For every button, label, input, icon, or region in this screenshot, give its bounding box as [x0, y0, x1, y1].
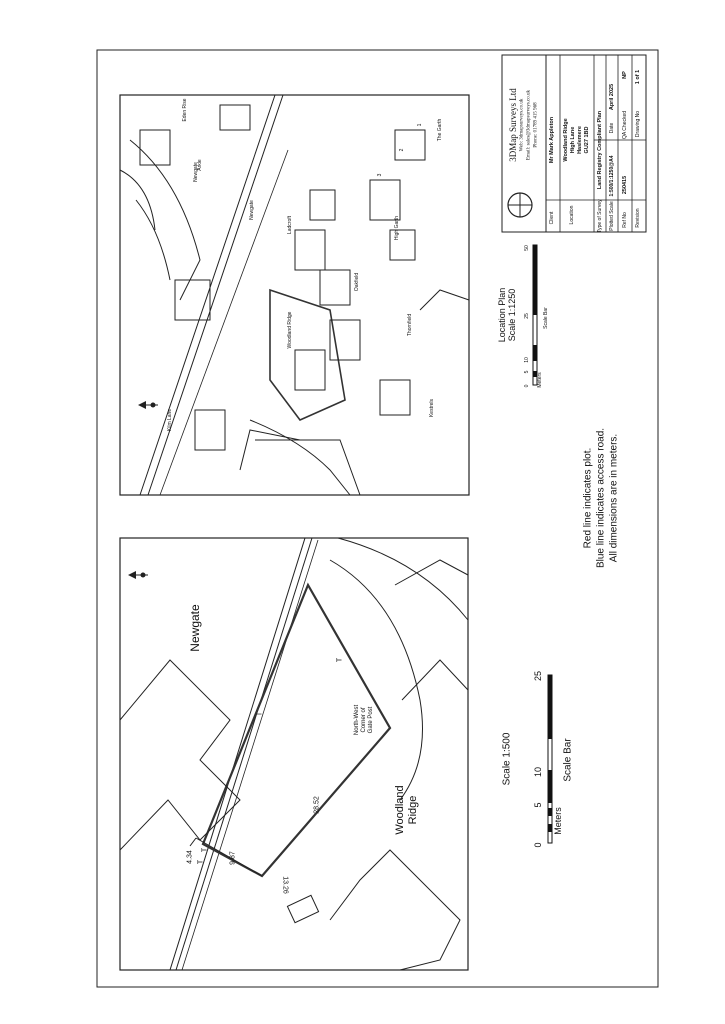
- scale-bar-seg-4: [548, 824, 552, 832]
- main-scale-tick-0: 0: [533, 842, 543, 848]
- north-arrow-icon: [128, 571, 136, 579]
- location-plan-frame: [120, 95, 469, 495]
- company-email: Email: sales@3dmapsurveys.co.uk: [526, 89, 532, 161]
- building-ne: [395, 560, 468, 585]
- main-plan: [120, 538, 468, 970]
- loc-bldg-15: [240, 430, 300, 470]
- site-label-1: Woodland: [394, 785, 406, 835]
- loc-house-thornfield: Thornfield: [407, 313, 413, 337]
- loc-house-kestrels: Kestrels: [429, 398, 435, 418]
- ref-value: 250415: [622, 175, 628, 195]
- loc-plot-2: 2: [399, 148, 405, 152]
- type-label: Type of Survey: [597, 199, 603, 233]
- road-mark-3: T: [201, 847, 209, 853]
- road-mark-2: T: [336, 657, 344, 663]
- dimension-9-87: 9.87: [229, 851, 237, 865]
- loc-road-2: [148, 95, 283, 495]
- corner-note-1: North-West: [354, 704, 360, 736]
- drawing-value: 1 of 1: [635, 69, 641, 85]
- loc-house-woodland: Woodland Ridge: [287, 311, 293, 349]
- date-label: Date: [609, 122, 615, 134]
- location-plan: [120, 95, 469, 495]
- road-edge-3: [182, 540, 318, 970]
- loc-house-ladcroft: Ladcroft: [287, 215, 293, 235]
- loc-street-1: Kilm Lane: [167, 408, 173, 432]
- company-phone: Phone: 01789 415 968: [533, 102, 539, 148]
- building-south: [330, 850, 460, 970]
- loc-house-eden-rise: Eden Rise: [182, 98, 188, 122]
- location-line-1: Woodland Ridge: [563, 118, 569, 162]
- loc-plan-scale: Scale 1:1250: [507, 288, 517, 342]
- location-scale-bar: [533, 245, 537, 385]
- curved-road-2: [330, 560, 423, 800]
- company-web: Web: 3dmapsurveys.co.uk: [519, 98, 525, 152]
- loc-scale-seg-1: [533, 245, 537, 315]
- corner-note-2: Corner of: [361, 707, 367, 733]
- qa-label: QA Checked: [622, 110, 628, 140]
- loc-street-3: Newgate: [193, 162, 199, 182]
- road-edge-2: [176, 538, 312, 970]
- location-line-4: GU27 1BD: [584, 126, 590, 154]
- main-scale-tick-5: 5: [533, 802, 543, 808]
- street-label-newgate: Newgate: [188, 604, 202, 652]
- scale-value: 1:500/1:1250@A4: [609, 155, 615, 197]
- loc-bldg-13: [220, 105, 250, 130]
- date-value: April 2025: [609, 83, 615, 111]
- scale-bar-seg-1: [548, 675, 552, 739]
- company-name: 3DMap Surveys Ltd: [508, 88, 518, 162]
- loc-plan-title: Location Plan: [497, 287, 507, 343]
- main-plan-frame: [120, 538, 468, 970]
- road-mark-4: T: [197, 859, 205, 865]
- building-west: [120, 660, 240, 853]
- loc-scale-seg-2: [533, 345, 537, 361]
- loc-house-high-garth: High Garth: [394, 215, 400, 241]
- loc-scale-units: Meters: [537, 372, 543, 388]
- building-e: [402, 660, 468, 700]
- loc-house-arkle: Arkle: [197, 159, 203, 171]
- qa-value: NP: [622, 71, 628, 79]
- client-label: Client: [549, 211, 555, 225]
- drawing-label: Drawing No: [635, 110, 641, 138]
- outbuilding: [287, 895, 318, 922]
- loc-curve-5: [255, 440, 360, 495]
- note-blue-line: Blue line indicates access road.: [595, 427, 607, 569]
- main-scale-bar-label: Scale Bar: [562, 738, 574, 782]
- type-value: Land Registry Compliant Plan: [597, 110, 603, 190]
- curved-road-1: [338, 538, 468, 620]
- main-scale-tick-10: 10: [533, 766, 543, 778]
- scale-label: Plotted Scale: [609, 201, 615, 231]
- sheet-border: [97, 50, 658, 987]
- loc-curve-2: [136, 200, 170, 280]
- dimension-13-26: 13.26: [281, 876, 289, 894]
- loc-scale-tick-25: 25: [524, 313, 530, 319]
- note-dimensions: All dimensions are in meters.: [608, 433, 620, 563]
- note-red-line: Red line indicates plot.: [582, 447, 594, 549]
- road-edge-1: [170, 538, 305, 970]
- loc-road-1: [140, 95, 275, 495]
- location-line-2: High Lane: [570, 126, 576, 154]
- main-scale-title: Scale 1:500: [501, 732, 513, 786]
- road-mark-1: I: [256, 713, 264, 715]
- loc-bldg-11: [140, 130, 170, 165]
- loc-bldg-3: [320, 270, 350, 305]
- dimension-4-34: 4.34: [186, 850, 194, 864]
- loc-bldg-6: [370, 180, 400, 220]
- main-scale-bar: [548, 675, 552, 843]
- loc-scale-tick-50: 50: [524, 245, 530, 251]
- loc-plot-3: 3: [377, 173, 383, 177]
- north-arrow-dot: [141, 573, 146, 578]
- loc-street-2: Newgate: [249, 200, 255, 220]
- access-end: [190, 838, 196, 846]
- loc-scale-tick-0: 0: [524, 384, 530, 388]
- loc-bldg-1: [295, 350, 325, 390]
- main-scale-units: Meters: [553, 807, 563, 835]
- loc-bldg-5: [310, 190, 335, 220]
- loc-scale-tick-5: 5: [524, 370, 530, 374]
- dimension-28-52: 28.52: [313, 796, 321, 814]
- loc-scale-tick-10: 10: [524, 357, 530, 363]
- site-label-2: Ridge: [407, 795, 419, 825]
- loc-plot: [270, 290, 345, 420]
- loc-bldg-8: [395, 130, 425, 160]
- scale-bar-seg-2: [548, 770, 552, 803]
- corner-note-3: Gate Post: [368, 706, 374, 734]
- loc-north-dot: [151, 403, 156, 408]
- loc-scale-bar-label: Scale Bar: [543, 307, 549, 329]
- loc-bldg-4: [295, 230, 325, 270]
- loc-house-the-garth: The Garth: [437, 118, 443, 142]
- loc-bldg-9: [380, 380, 410, 415]
- revision-label: Revision: [635, 208, 641, 228]
- loc-house-oakfield: Oakfield: [354, 272, 360, 292]
- loc-curve-4: [250, 420, 350, 495]
- client-value: Mr Mark Appleton: [549, 116, 555, 164]
- ref-label: Ref No: [622, 212, 628, 228]
- loc-bldg-14: [420, 290, 469, 310]
- main-scale-tick-25: 25: [533, 670, 543, 682]
- loc-plot-1: 1: [417, 123, 423, 127]
- scale-bar-seg-3: [548, 808, 552, 816]
- loc-bldg-12: [195, 410, 225, 450]
- loc-north-arrow-icon: [138, 401, 146, 409]
- location-label: Location: [569, 205, 575, 225]
- location-line-3: Haslemere: [577, 126, 583, 154]
